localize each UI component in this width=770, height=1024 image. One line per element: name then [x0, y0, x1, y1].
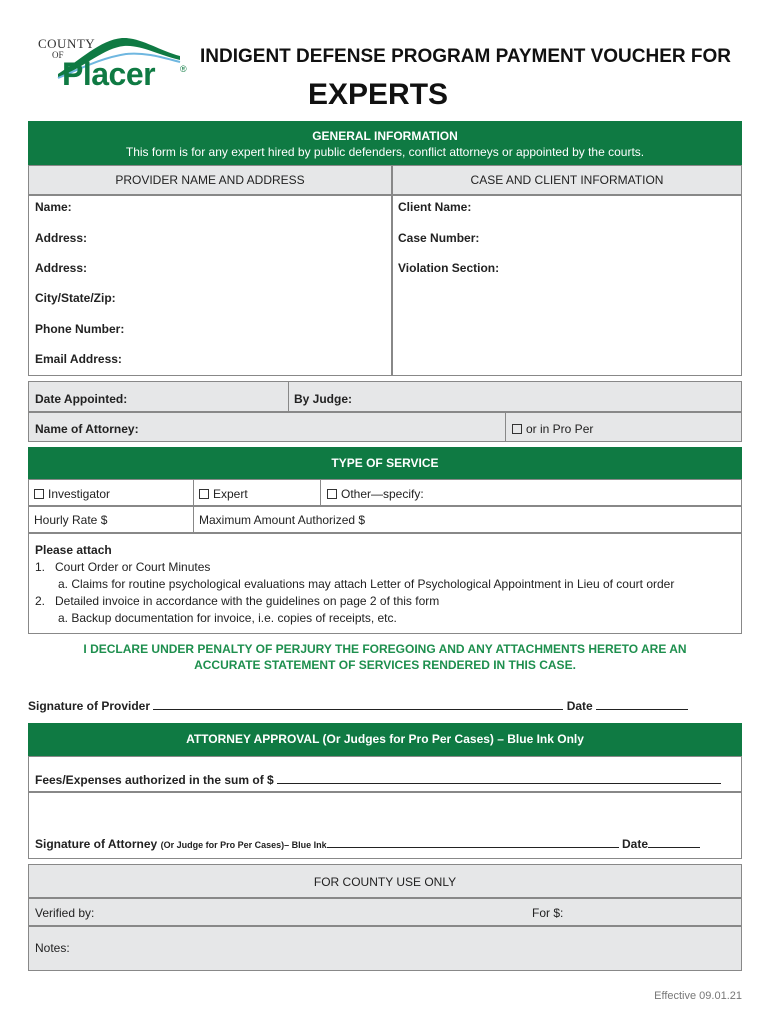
- provider-signature-line[interactable]: [28, 699, 688, 713]
- pro-per-checkbox[interactable]: [512, 424, 522, 434]
- logo-placer-text: Placer: [62, 56, 156, 92]
- effective-date: Effective 09.01.21: [654, 990, 742, 1002]
- attachment-subitem-backup: a. Backup documentation for invoice, i.e. copies of receipts, etc.: [58, 611, 397, 625]
- provider-section-heading: PROVIDER NAME AND ADDRESS: [28, 165, 392, 195]
- judge-divider: [288, 381, 289, 412]
- attorney-signature-line[interactable]: [35, 837, 700, 851]
- expert-checkbox[interactable]: [199, 489, 209, 499]
- fees-amount-blank[interactable]: [277, 783, 721, 784]
- county-use-header: FOR COUNTY USE ONLY: [28, 864, 742, 898]
- form-subtitle-experts: EXPERTS: [308, 78, 449, 111]
- case-fields-box: [392, 195, 742, 376]
- notes-row: [28, 926, 742, 971]
- attorney-name-field[interactable]: Name of Attorney:: [35, 422, 139, 436]
- attorney-signature-blank[interactable]: [327, 847, 619, 848]
- logo-registered-mark: ®: [180, 64, 187, 74]
- provider-email-field[interactable]: Email Address:: [35, 352, 122, 366]
- service-option-investigator[interactable]: [34, 487, 110, 501]
- other-label: Other—specify:: [341, 487, 424, 501]
- attorney-date-label: Date: [621, 837, 648, 851]
- attorney-signature-label: Signature of Attorney: [35, 837, 158, 851]
- provider-date-blank[interactable]: [596, 709, 688, 710]
- general-info-subtitle: This form is for any expert hired by public defenders, conflict attorneys or appointed by the courts.: [125, 145, 645, 159]
- verified-row: [28, 898, 742, 926]
- provider-signature-date-label: Date: [566, 699, 593, 713]
- investigator-label: Investigator: [48, 487, 111, 501]
- client-name-field[interactable]: Client Name:: [398, 200, 472, 214]
- attachment-subitem-psych: a. Claims for routine psychological evaluations may attach Letter of Psychological Appointment in Lieu of court order: [58, 577, 675, 591]
- fees-authorized-field[interactable]: [35, 773, 721, 787]
- attorney-approval-header: ATTORNEY APPROVAL (Or Judges for Pro Per Cases) – Blue Ink Only: [28, 723, 742, 756]
- attachments-heading: Please attach: [35, 543, 112, 557]
- provider-city-state-zip-field[interactable]: City/State/Zip:: [35, 291, 116, 305]
- other-checkbox[interactable]: [327, 489, 337, 499]
- pro-per-option[interactable]: [512, 422, 593, 436]
- attachment-item-court-order: 1. Court Order or Court Minutes: [35, 560, 211, 574]
- attachment-item-invoice: 2. Detailed invoice in accordance with the guidelines on page 2 of this form: [35, 594, 440, 608]
- date-appointed-field[interactable]: Date Appointed:: [35, 392, 128, 406]
- max-amount-field[interactable]: Maximum Amount Authorized $: [199, 513, 366, 527]
- logo-of-text: OF: [52, 50, 64, 60]
- service-divider-2: [320, 479, 321, 506]
- case-section-heading: CASE AND CLIENT INFORMATION: [392, 165, 742, 195]
- expert-label: Expert: [213, 487, 248, 501]
- declaration-line-2: ACCURATE STATEMENT OF SERVICES RENDERED IN THIS CASE.: [194, 658, 576, 672]
- for-amount-field[interactable]: For $:: [532, 906, 564, 920]
- provider-address-field-2[interactable]: Address:: [35, 261, 88, 275]
- notes-field[interactable]: Notes:: [35, 941, 70, 955]
- rate-row: [28, 506, 742, 533]
- provider-fields-box: [28, 195, 392, 376]
- by-judge-field[interactable]: By Judge:: [294, 392, 353, 406]
- service-option-other[interactable]: [327, 487, 424, 501]
- perjury-declaration: [28, 641, 742, 673]
- provider-phone-field[interactable]: Phone Number:: [35, 322, 125, 336]
- general-info-heading: GENERAL INFORMATION: [312, 129, 458, 143]
- attorney-signature-note: (Or Judge for Pro Per Cases)– Blue Ink: [160, 840, 327, 850]
- logo-county-text: COUNTY: [38, 36, 96, 51]
- fees-authorized-label: Fees/Expenses authorized in the sum of $: [35, 773, 274, 787]
- attorney-date-blank[interactable]: [648, 847, 700, 848]
- investigator-checkbox[interactable]: [34, 489, 44, 499]
- pro-per-label: or in Pro Per: [526, 422, 594, 436]
- rate-divider: [193, 506, 194, 533]
- service-divider-1: [193, 479, 194, 506]
- provider-name-field[interactable]: Name:: [35, 200, 72, 214]
- form-title: INDIGENT DEFENSE PROGRAM PAYMENT VOUCHER FOR: [200, 46, 731, 67]
- declaration-line-1: I DECLARE UNDER PENALTY OF PERJURY THE FOREGOING AND ANY ATTACHMENTS HERETO ARE AN: [83, 642, 687, 656]
- date-appointed-row: [28, 381, 742, 412]
- hourly-rate-field[interactable]: Hourly Rate $: [34, 513, 108, 527]
- county-logo: [30, 30, 190, 100]
- service-type-header: TYPE OF SERVICE: [28, 447, 742, 479]
- case-number-field[interactable]: Case Number:: [398, 231, 480, 245]
- general-info-header: [28, 121, 742, 165]
- verified-by-field[interactable]: Verified by:: [35, 906, 95, 920]
- violation-section-field[interactable]: Violation Section:: [398, 261, 500, 275]
- service-option-expert[interactable]: [199, 487, 248, 501]
- provider-signature-blank[interactable]: [153, 709, 563, 710]
- pro-per-divider: [505, 412, 506, 442]
- provider-signature-label: Signature of Provider: [28, 699, 151, 713]
- provider-address-field-1[interactable]: Address:: [35, 231, 88, 245]
